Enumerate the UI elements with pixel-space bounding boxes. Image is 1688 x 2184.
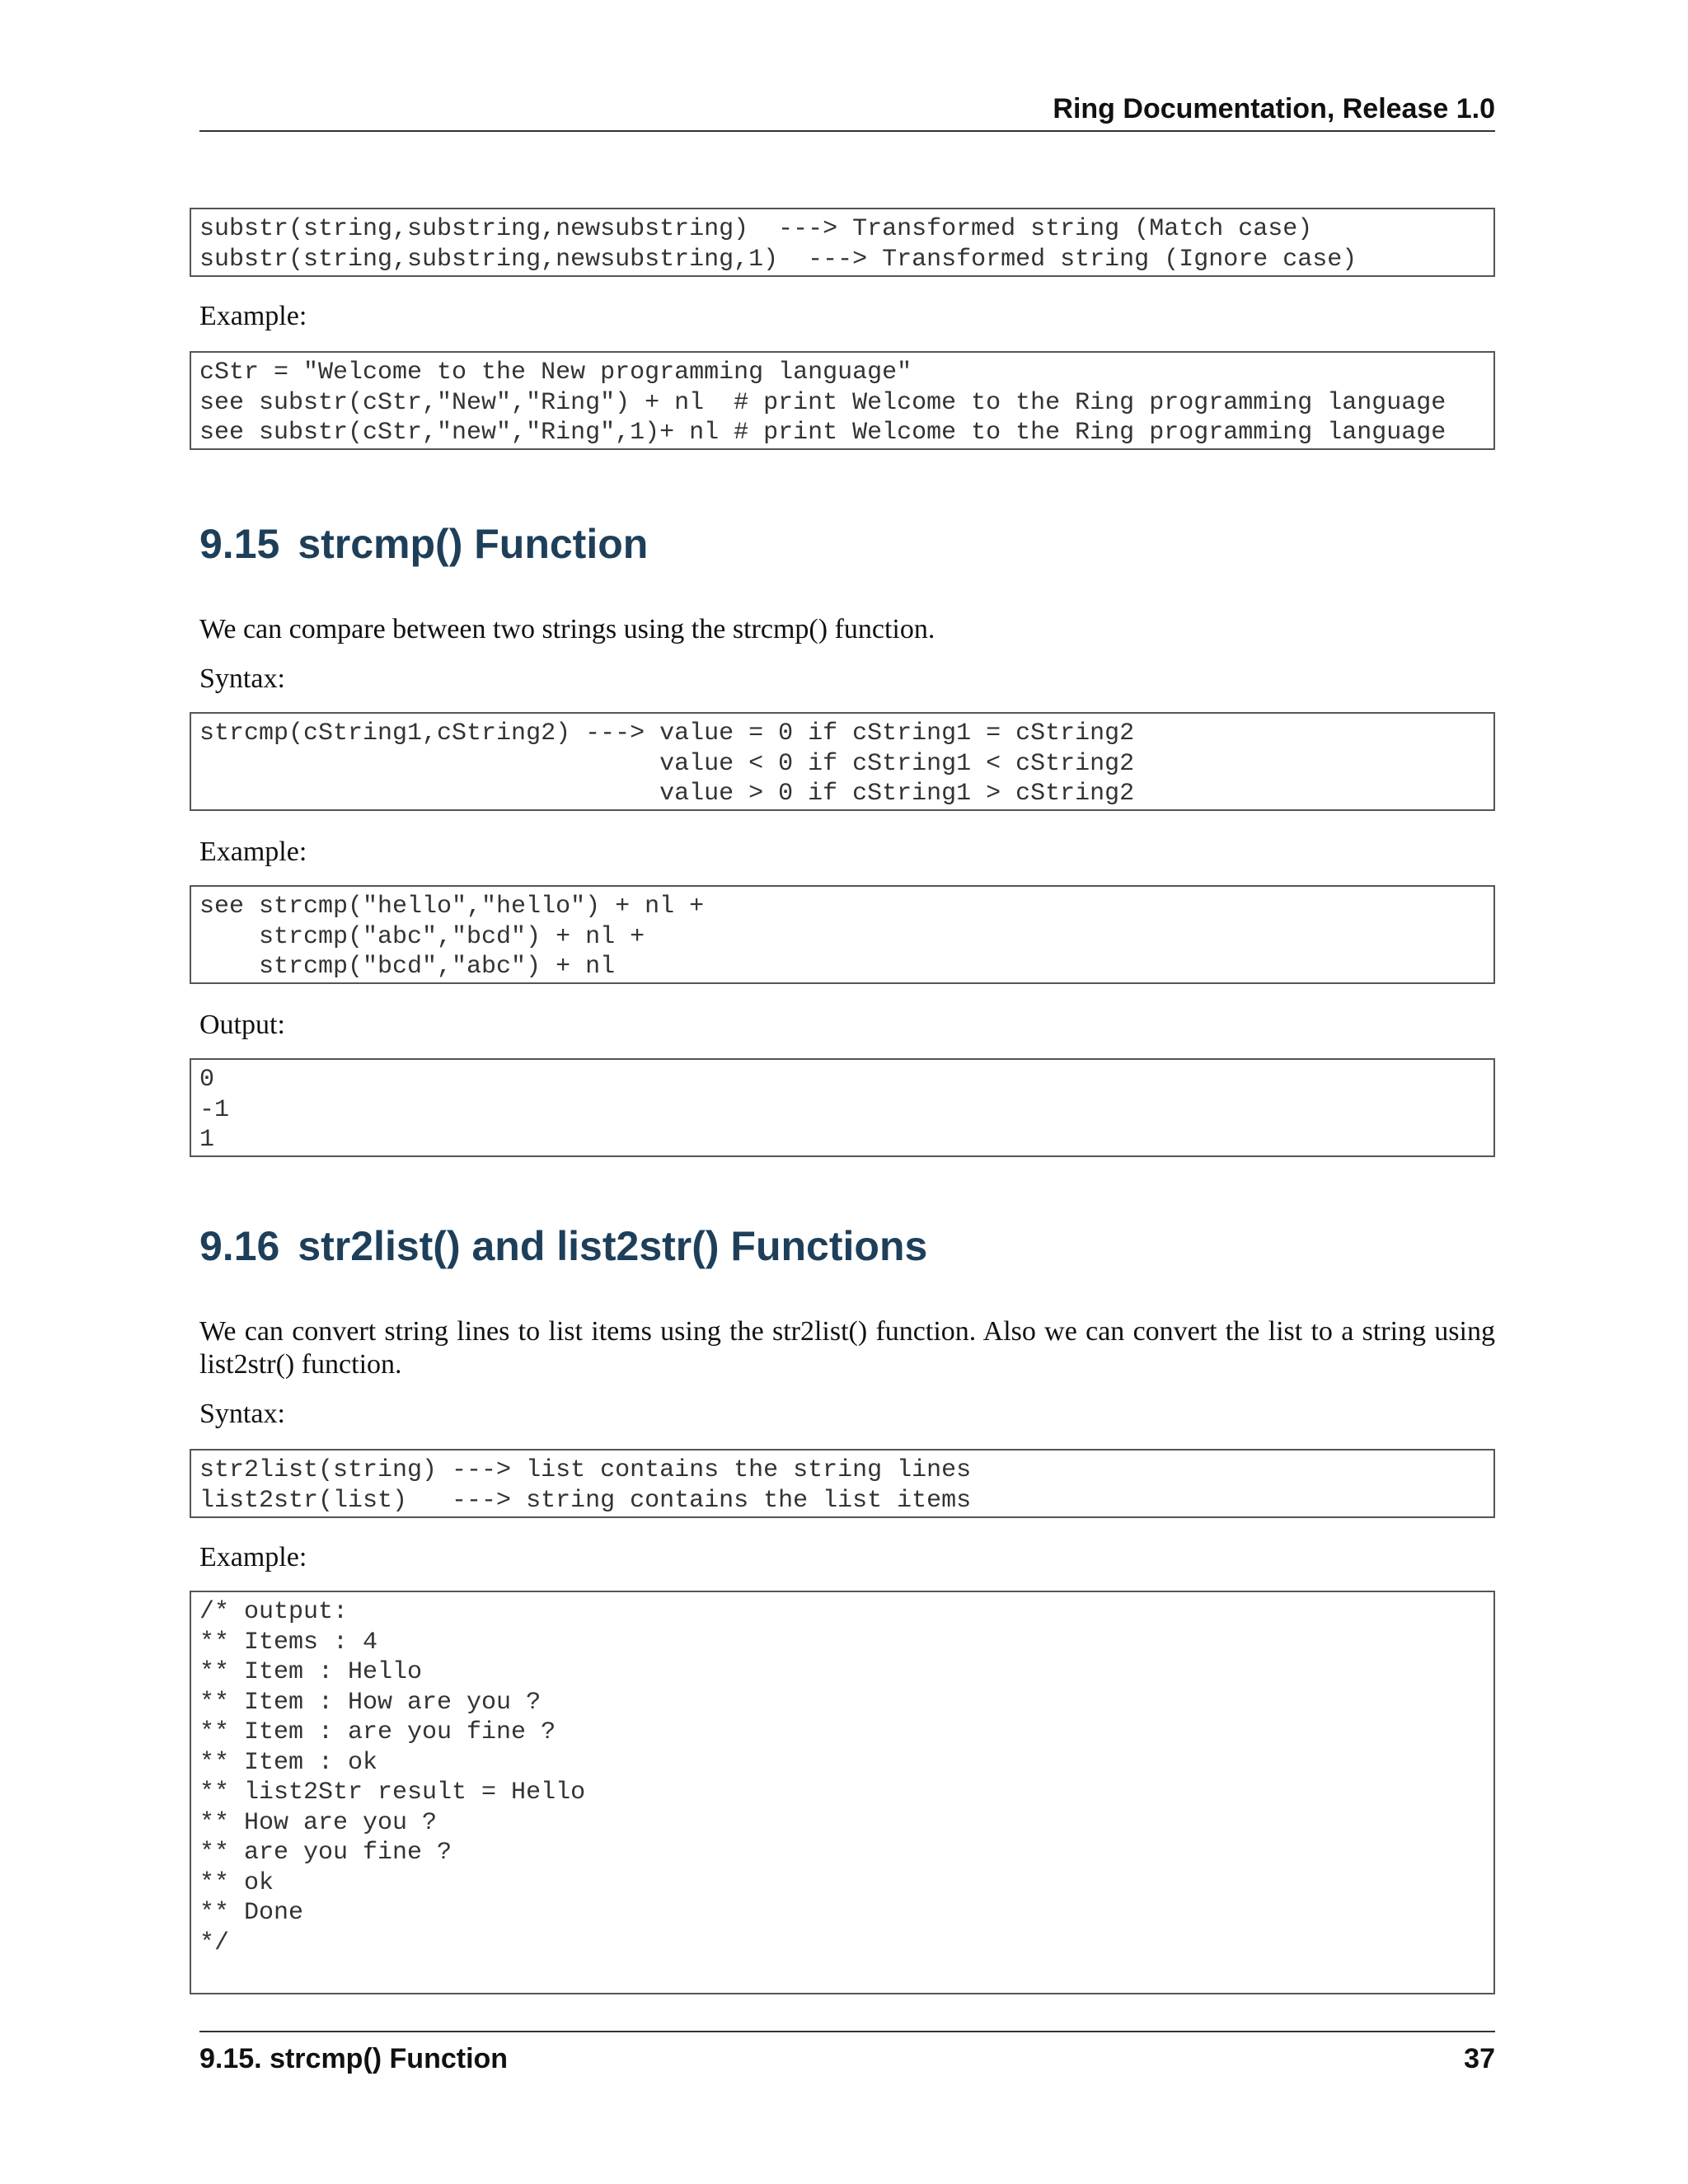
code-line: /* output: <box>199 1598 349 1626</box>
strcmp-example-code-block <box>190 885 1495 984</box>
code-line: see substr(cStr,"New","Ring") + nl # print Welcome to the Ring programming language <box>199 388 1447 417</box>
syntax-label: Syntax: <box>199 663 285 694</box>
output-label: Output: <box>199 1010 285 1040</box>
example-label: Example: <box>199 301 307 331</box>
substr-syntax-code-block <box>190 208 1495 277</box>
code-line: ** Item : How are you ? <box>199 1688 542 1717</box>
section-heading-9-16 <box>199 1221 927 1271</box>
code-line: value < 0 if cString1 < cString2 <box>199 749 1135 778</box>
document-title: Ring Documentation, Release 1.0 <box>1053 93 1495 124</box>
code-line: ** Item : are you fine ? <box>199 1718 556 1746</box>
code-line: ** are you fine ? <box>199 1839 452 1867</box>
syntax-label: Syntax: <box>199 1399 285 1429</box>
code-line: see strcmp("hello","hello") + nl + <box>199 893 705 921</box>
code-line: ** Done <box>199 1899 304 1927</box>
code-line: substr(string,substring,newsubstring) ---> Transformed string (Match case) <box>199 215 1313 243</box>
code-line: strcmp("bcd","abc") + nl <box>199 953 616 981</box>
code-line: 0 <box>199 1066 215 1094</box>
section-heading-9-15 <box>199 519 648 569</box>
page-header <box>199 92 1495 132</box>
code-line: strcmp(cString1,cString2) ---> value = 0 if cString1 = cString2 <box>199 719 1135 748</box>
code-line: str2list(string) ---> list contains the string lines <box>199 1456 972 1484</box>
code-line: ** ok <box>199 1868 274 1897</box>
section-intro-paragraph: We can convert string lines to list items using the str2list() function. Also we can convert the list to a string using list2str() function. <box>199 1316 1495 1380</box>
section-title-text: strcmp() Function <box>298 521 649 567</box>
code-line: -1 <box>199 1095 230 1124</box>
code-line: cStr = "Welcome to the New programming language" <box>199 359 912 387</box>
code-line: substr(string,substring,newsubstring,1) ---> Transformed string (Ignore case) <box>199 245 1357 274</box>
code-line: 1 <box>199 1126 215 1154</box>
section-intro-paragraph: We can compare between two strings using the strcmp() function. <box>199 614 935 644</box>
code-line: ** How are you ? <box>199 1808 438 1837</box>
code-line: value > 0 if cString1 > cString2 <box>199 780 1135 808</box>
example-label: Example: <box>199 1542 307 1572</box>
footer-section-name: 9.15. strcmp() Function <box>199 2043 509 2074</box>
code-line: ** Item : Hello <box>199 1658 423 1686</box>
code-line: */ <box>199 1929 230 1957</box>
substr-example-code-block <box>190 351 1495 450</box>
code-line: strcmp("abc","bcd") + nl + <box>199 922 645 951</box>
page-footer <box>199 2031 1495 2082</box>
code-line: see substr(cStr,"new","Ring",1)+ nl # print Welcome to the Ring programming language <box>199 419 1447 447</box>
section-title-text: str2list() and list2str() Functions <box>298 1223 928 1269</box>
code-line: ** Items : 4 <box>199 1628 378 1657</box>
code-line: ** list2Str result = Hello <box>199 1779 586 1807</box>
str2list-syntax-code-block <box>190 1449 1495 1518</box>
code-line: list2str(list) ---> string contains the list items <box>199 1486 972 1515</box>
section-number: 9.15 <box>199 521 280 567</box>
strcmp-syntax-code-block <box>190 712 1495 811</box>
strcmp-output-code-block <box>190 1058 1495 1157</box>
code-line: ** Item : ok <box>199 1748 378 1777</box>
section-number: 9.16 <box>199 1223 280 1269</box>
example-label: Example: <box>199 837 307 867</box>
page-number: 37 <box>1464 2043 1495 2074</box>
str2list-example-code-block <box>190 1591 1495 1994</box>
